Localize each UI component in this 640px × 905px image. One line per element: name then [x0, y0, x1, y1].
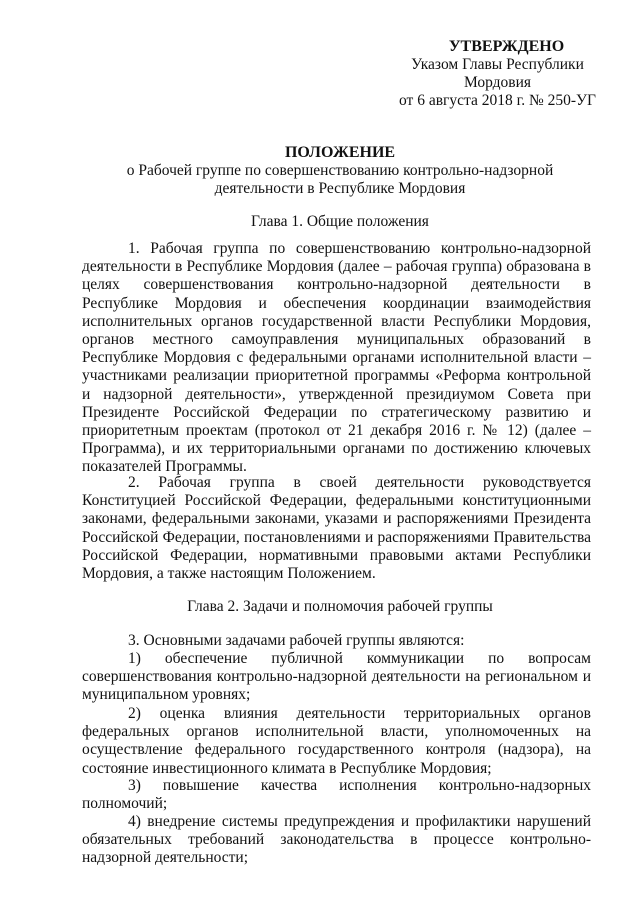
approval-heading: УТВЕРЖДЕНО: [448, 38, 565, 55]
approval-line-3: от 6 августа 2018 г. № 250-УГ: [399, 92, 596, 109]
paragraph-3-item-3: 3) повышение качества исполнения контрольно-надзорных полномочий;: [82, 777, 591, 813]
paragraph-3: 3. Основными задачами рабочей группы являются:: [128, 632, 465, 649]
paragraph-3-item-4: 4) внедрение системы предупреждения и профилактики нарушений обязательных требований законодательства в процессе контрольно-надзорной деятельности;: [82, 813, 591, 867]
approval-stamp: [390, 38, 605, 110]
paragraph-2: 2. Рабочая группа в своей деятельности руководствуется Конституцией Российской Федерации, федеральными конституционными законами, федеральными законами, указами и распоряжениями Президента Российской Федерации, постановлениями и распоряжениями Правительства Российской Федерации, нормативными правовыми актами Республики Мордовия, а также настоящим Положением.: [82, 474, 591, 583]
title-subtitle-1: о Рабочей группе по совершенствованию контрольно-надзорной: [126, 162, 554, 179]
approval-line-2: Мордовия: [463, 74, 532, 91]
title-heading: ПОЛОЖЕНИЕ: [284, 144, 396, 161]
chapter-2-heading: Глава 2. Задачи и полномочия рабочей группы: [187, 598, 493, 615]
paragraph-3-item-1: 1) обеспечение публичной коммуникации по вопросам совершенствования контрольно-надзорной деятельности на региональном и муниципальном уровнях;: [82, 650, 591, 704]
title-subtitle-2: деятельности в Республике Мордовия: [214, 180, 466, 197]
paragraph-3-item-2: 2) оценка влияния деятельности территориальных органов федеральных органов исполнительной власти, уполномоченных на осуществление федерального государственного контроля (надзора), на состояние инвестиционного климата в Республике Мордовия;: [82, 705, 591, 777]
approval-line-1: Указом Главы Республики: [411, 56, 584, 73]
paragraph-1: 1. Рабочая группа по совершенствованию контрольно-надзорной деятельности в Республике Мордовия (далее – рабочая группа) образована в целях совершенствования контрольно-надзорной деятельности в Республике Мордовия и обеспечения координации взаимодействия исполнительных органов государственной власти Республики Мордовия, органов местного самоуправления муниципальных образований в Республике Мордовия с федеральными органами исполнительной власти – участниками реализации приоритетной программы «Реформа контрольной и надзорной деятельности», утвержденной президиумом Совета при Президенте Российской Федерации по стратегическому развитию и приоритетным проектам (протокол от 21 декабря 2016 г. № 12) (далее – Программа), и их территориальными органами по достижению ключевых показателей Программы.: [82, 240, 591, 476]
chapter-1-heading: Глава 1. Общие положения: [251, 213, 429, 230]
document-title: [80, 144, 600, 198]
